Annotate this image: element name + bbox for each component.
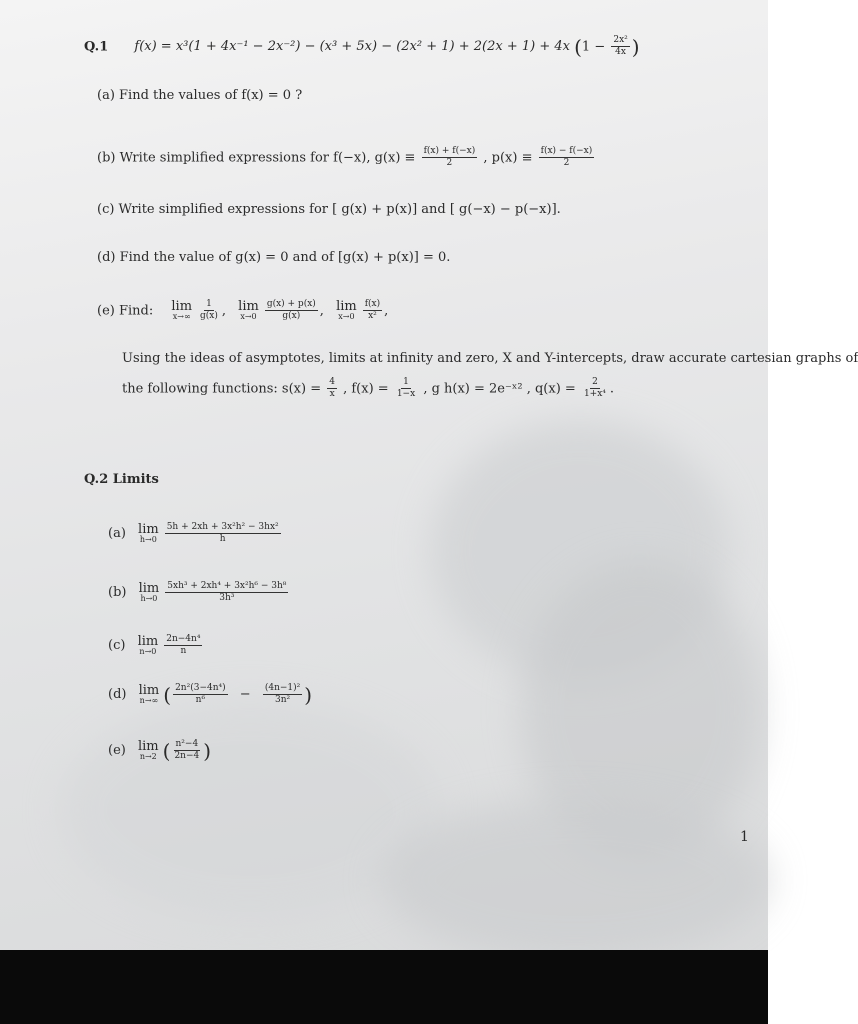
q2c-fraction: $\frac{\text{2n−4n⁴}}{n}$ [166,634,201,657]
question-2-label: Q.2 Limits [84,472,159,487]
q2-part-a: (a) lim h→0 $\frac{\text{5h + 2xh + 3x²h² − 3hx²}}{h}$ [108,522,279,545]
main-tail-fraction: $\frac{\text{2x²}}{4x}$ [613,35,628,58]
limit-2: lim x→0 [238,299,259,322]
part-c: (c) Write simplified expressions for [ g(x) + p(x)] and [ g(−x) − p(−x)]. [97,202,561,217]
dark-background [0,950,768,1024]
question-1-label: Q.1 [84,39,109,55]
graph-instructions-line1: Using the ideas of asymptotes, limits at infinity and zero, X and Y-intercepts, draw accurate cartesian graphs of [122,351,858,366]
limit-1: lim x→∞ [171,299,193,322]
page-number: 1 [740,829,749,845]
q2-part-e: (e) lim n→2 ( $\frac{\text{n²−4}}{2n-4}$ ) [108,738,212,763]
question-1-line: Q.1 f(x) = x³(1 + 4x⁻¹ − 2x⁻²) − (x³ + 5x) − (2x² + 1) + 2(2x + 1) + 4x (1 − $\frac{\text{2x²}}{4x}$ ) [84,34,640,59]
q2-part-c: (c) lim n→0 $\frac{\text{2n−4n⁴}}{n}$ [108,634,201,657]
q-fraction: $\frac{2}{\text{1+x⁴}}$ [583,377,606,400]
part-e: (e) Find: lim x→∞ $\frac{1}{g(x)}$ , lim x→0 $\frac{g(x) + p(x)}{g(x)}$ , lim x→0 $\frac{f(x)}{\text{x²}}$ , [97,299,389,322]
part-a: (a) Find the values of f(x) = 0 ? [97,88,303,103]
q2-part-b: (b) lim h→0 $\frac{\text{5xh³ + 2xh⁴ + 3x²h⁶ − 3h⁸}}{\text{3h³}}$ [108,581,287,604]
graph-instructions-line2: the following functions: s(x) = $\frac{4}{x}$ , f(x) = $\frac{1}{1-x}$ , g h(x) = 2e⁻ˣ² , q(x) = $\frac{2}{\text{1+x⁴}}$ . [122,377,615,400]
main-tail-prefix: 1 − [581,39,606,55]
limit-3: lim x→0 [336,299,357,322]
part-d: (d) Find the value of g(x) = 0 and of [g(x) + p(x)] = 0. [97,250,451,265]
part-b: (b) Write simplified expressions for f(−x), g(x) ≡ $\frac{f(x) + f(-x)}{2}$ , p(x) ≡ $\frac{f(x) - f(-x)}{2}$ [97,146,593,169]
g-definition-fraction: $\frac{f(x) + f(-x)}{2}$ [423,146,476,169]
main-function: f(x) = x³(1 + 4x⁻¹ − 2x⁻²) − (x³ + 5x) − (2x² + 1) + 2(2x + 1) + 4x [134,39,570,55]
f-fraction: $\frac{1}{1-x}$ [396,377,416,400]
s-fraction: $\frac{4}{x}$ [329,377,335,400]
p-definition-fraction: $\frac{f(x) - f(-x)}{2}$ [540,146,593,169]
q2e-fraction: $\frac{\text{n²−4}}{2n-4}$ [174,739,200,762]
q2d-fraction-1: $\frac{\text{2n²(3−4n⁴)}}{\text{n⁶}}$ [175,683,226,706]
q2d-fraction-2: $\frac{\text{(4n−1)²}}{\text{3n²}}$ [264,683,301,706]
q2b-fraction: $\frac{\text{5xh³ + 2xh⁴ + 3x²h⁶ − 3h⁸}}{\text{3h³}}$ [167,581,287,604]
q2a-fraction: $\frac{\text{5h + 2xh + 3x²h² − 3hx²}}{h}$ [166,522,279,545]
q2-part-d: (d) lim n→∞ ( $\frac{\text{2n²(3−4n⁴)}}{\text{n⁶}}$ − $\frac{\text{(4n−1)²}}{\text{3n²}}$ ) [108,682,313,707]
